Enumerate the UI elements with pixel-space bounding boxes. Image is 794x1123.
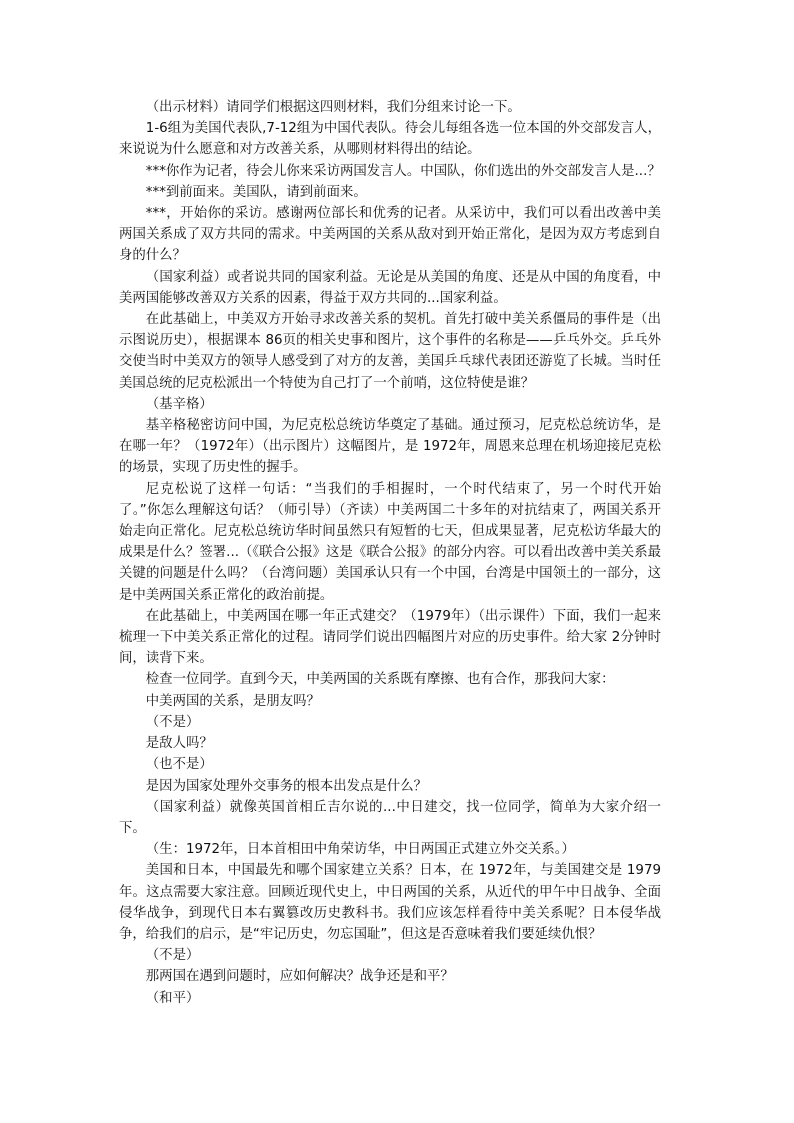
- paragraph: 1-6组为美国代表队,7-12组为中国代表队。待会儿每组各选一位本国的外交部发言人，来说说为什么愿意和对方改善关系，从哪则材料得出的结论。: [119, 121, 661, 158]
- paragraph: ***你作为记者，待会儿你来采访两国发言人。中国队，你们选出的外交部发言人是...？: [145, 163, 661, 179]
- paragraph: （基辛格）: [145, 396, 213, 412]
- paragraph: 在此基础上，中美两国在哪一年正式建交？（1979年）（出示课件）下面，我们一起来梳理一下中美关系正常化的过程。请同学们说出四幅图片对应的历史事件。给大家 2分钟时间，读背下来。: [119, 608, 661, 667]
- paragraph: 中美两国的关系，是朋友吗？: [145, 693, 320, 709]
- paragraph: 在此基础上，中美双方开始寻求改善关系的契机。首先打破中美关系僵局的事件是（出示图说历史），根据课本 86页的相关史事和图片，这个事件的名称是——乒乓外交。乒乓外交使当时中美双方的领导人感受到了对方的友善，美国乒乓球代表团还游览了长城。当时任美国总统的尼克松派出一个特使为自己打了一个前哨，这位特使是谁？: [119, 312, 661, 391]
- paragraph: 尼克松说了这样一句话：“当我们的手相握时，一个时代结束了，另一个时代开始了。”你怎么理解这句话？（师引导）（齐读）中美两国二十多年的对抗结束了，两国关系开始走向正常化。尼克松总统访华时间虽然只有短暂的七天，但成果显著，尼克松访华最大的成果是什么？签署...（《联合公报》这是《联合公报》的部分内容。可以看出改善中美关系最关键的问题是什么吗？（台湾问题）美国承认只有一个中国，台湾是中国领土的一部分，这是中美两国关系正常化的政治前提。: [119, 481, 661, 603]
- paragraph: （出示材料）请同学们根据这四则材料，我们分组来讨论一下。: [145, 100, 521, 115]
- paragraph: 美国和日本，中国最先和哪个国家建立关系？日本，在 1972年，与美国建交是 1979年。这点需要大家注意。回顾近现代史上，中日两国的关系，从近代的甲午中日战争、全面侵华战争，到现代日本右翼篡改历史教科书。我们应该怎样看待中美关系呢？日本侵华战争，给我们的启示，是“牢记历史，勿忘国耻”，但这是否意味着我们要延续仇恨？: [119, 863, 661, 942]
- paragraph: 那两国在遇到问题时，应如何解决？战争还是和平？: [145, 969, 454, 985]
- paragraph: （生：1972年，日本首相田中角荣访华，中日两国正式建立外交关系。）: [145, 842, 575, 858]
- document-body: [119, 97, 661, 1009]
- paragraph: 是敌人吗？: [145, 736, 213, 752]
- paragraph: （不是）: [145, 948, 200, 964]
- paragraph: 是因为国家处理外交事务的根本出发点是什么？: [145, 778, 427, 794]
- paragraph: （也不是）: [145, 757, 213, 773]
- paragraph: 检查一位同学。直到今天，中美两国的关系既有摩擦、也有合作，那我问大家：: [145, 672, 615, 688]
- paragraph: （和平）: [145, 990, 200, 1006]
- paragraph: ***，开始你的采访。感谢两位部长和优秀的记者。从采访中，我们可以看出改善中美两国关系成了双方共同的需求。中美两国的关系从敌对到开始正常化，是因为双方考虑到自身的什么？: [119, 206, 661, 264]
- paragraph: 基辛格秘密访问中国，为尼克松总统访华奠定了基础。通过预习，尼克松总统访华，是在哪一年？（1972年）（出示图片）这幅图片，是 1972年，周恩来总理在机场迎接尼克松的场景，实现了历史性的握手。: [119, 418, 661, 476]
- paragraph: ***到前面来。美国队，请到前面来。: [145, 184, 367, 200]
- paragraph: （不是）: [145, 714, 200, 730]
- paragraph: （国家利益）就像英国首相丘吉尔说的...中日建交，找一位同学，简单为大家介绍一下。: [119, 799, 661, 836]
- paragraph: （国家利益）或者说共同的国家利益。无论是从美国的角度、还是从中国的角度看，中美两国能够改善双方关系的因素，得益于双方共同的...国家利益。: [119, 269, 661, 306]
